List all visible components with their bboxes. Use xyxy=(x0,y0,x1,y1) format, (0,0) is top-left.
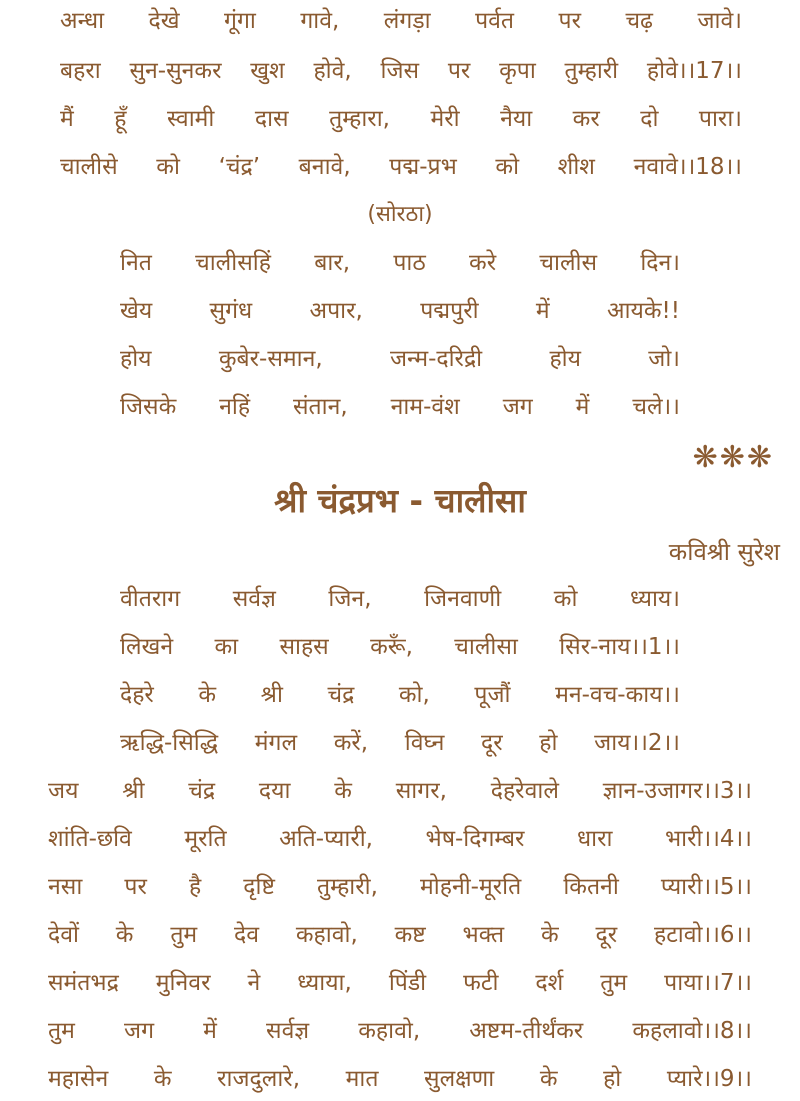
verse-line: मैं हूँ स्वामी दास तुम्हारा, मेरी नैया कर दो पारा। xyxy=(60,106,742,132)
page-title: श्री चंद्रप्रभ - चालीसा xyxy=(274,481,526,520)
soratha-label: (सोरठा) xyxy=(367,202,433,227)
chaupai-line: जय श्री चंद्र दया के सागर, देहरेवाले ज्ञान-उजागर।।3।। xyxy=(48,778,752,804)
verse-line: बहरा सुन-सुनकर खुश होवे, जिस पर कृपा तुम्हारी होवे।।17।। xyxy=(60,58,742,84)
author-credit: कविश्री सुरेश xyxy=(668,538,780,566)
doha-line: लिखने का साहस करूँ, चालीसा सिर-नाय।।1।। xyxy=(120,634,680,660)
chaupai-line: शांति-छवि मूरति अति-प्यारी, भेष-दिगम्बर धारा भारी।।4।। xyxy=(48,826,752,852)
chaupai-line: देवों के तुम देव कहावो, कष्ट भक्त के दूर हटावो।।6।। xyxy=(48,922,752,948)
chaupai-line: तुम जग में सर्वज्ञ कहावो, अष्टम-तीर्थंकर कहलावो।।8।। xyxy=(48,1018,752,1044)
chaupai-line: महासेन के राजदुलारे, मात सुलक्षणा के हो प्यारे।।9।। xyxy=(48,1066,752,1092)
soratha-line: जिसके नहिं संतान, नाम-वंश जग में चले।। xyxy=(120,394,680,420)
chaupai-line: समंतभद्र मुनिवर ने ध्याया, पिंडी फटी दर्श तुम पाया।।7।। xyxy=(48,970,752,996)
soratha-line: होय कुबेर-समान, जन्म-दरिद्री होय जो। xyxy=(120,346,680,372)
verse-line: अन्धा देखे गूंगा गावे, लंगड़ा पर्वत पर चढ़ जावे। xyxy=(60,8,742,34)
section-separator: ❋❋❋ xyxy=(692,440,774,475)
doha-line: देहरे के श्री चंद्र को, पूजौं मन-वच-काय।। xyxy=(120,682,680,708)
doha-line: ऋद्धि-सिद्धि मंगल करें, विघ्न दूर हो जाय।।2।। xyxy=(120,730,680,756)
verse-line: चालीसे को ‘चंद्र’ बनावे, पद्म-प्रभ को शीश नवावे।।18।। xyxy=(60,154,742,180)
soratha-line: नित चालीसहिं बार, पाठ करे चालीस दिन। xyxy=(120,250,680,276)
doha-line: वीतराग सर्वज्ञ जिन, जिनवाणी को ध्याय। xyxy=(120,586,680,612)
soratha-line: खेय सुगंध अपार, पद्मपुरी में आयके!! xyxy=(120,298,680,324)
chaupai-line: नसा पर है दृष्टि तुम्हारी, मोहनी-मूरति कितनी प्यारी।।5।। xyxy=(48,874,752,900)
